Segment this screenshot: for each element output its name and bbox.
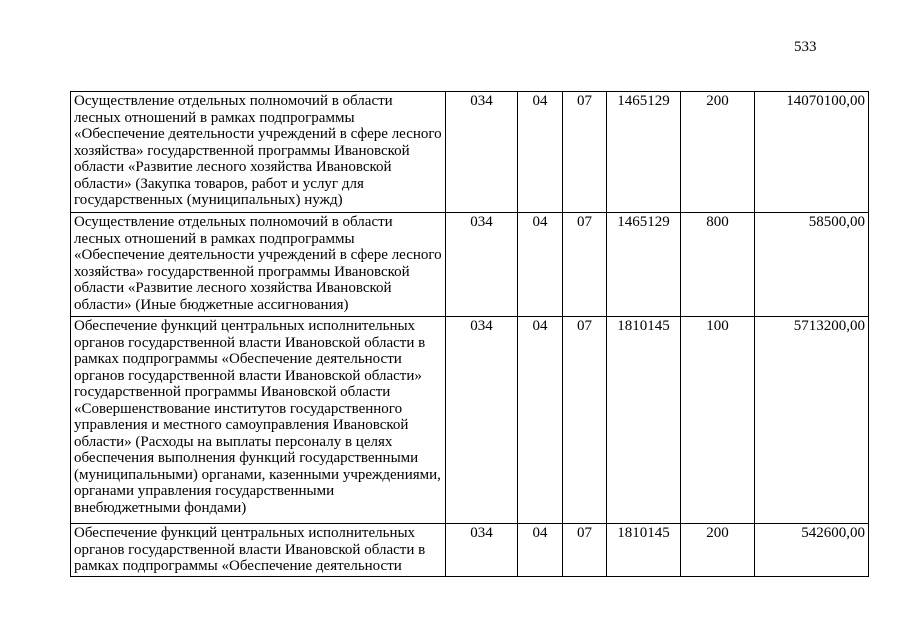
target-article-cell: 1810145 (607, 524, 681, 577)
expense-type-cell: 200 (681, 524, 755, 577)
table-row (71, 213, 869, 317)
section-cell: 04 (518, 92, 563, 213)
target-article-cell: 1465129 (607, 92, 681, 213)
row-description: Осуществление отдельных полномочий в области лесных отношений в рамках подпрограммы «Обеспечение деятельности учреждений в сфере лесного хозяйства» государственной программы Ивановской области «Развитие лесного хозяйства Ивановской области» (Иные бюджетные ассигнования) (71, 213, 446, 317)
admin-code-cell: 034 (446, 213, 518, 317)
subsection-cell: 07 (563, 524, 607, 577)
section-cell: 04 (518, 213, 563, 317)
admin-code-cell: 034 (446, 524, 518, 577)
row-description: Обеспечение функций центральных исполнительных органов государственной власти Ивановской области в рамках подпрограммы «Обеспечение деятельности органов государственной власти Ивановской области» государственной программы Ивановской области «Совершенствование институтов государственного управления и местного самоуправления Ивановской области» (Расходы на выплаты персоналу в целях обеспечения выполнения функций государственными (муниципальными) органами, казенными учреждениями, органами управления государственными внебюджетными фондами) (71, 317, 446, 524)
target-article-cell: 1465129 (607, 213, 681, 317)
row-description: Обеспечение функций центральных исполнительных органов государственной власти Ивановской области в рамках подпрограммы «Обеспечение деятельности (71, 524, 446, 577)
section-cell: 04 (518, 524, 563, 577)
amount-cell: 14070100,00 (755, 92, 869, 213)
expense-type-cell: 100 (681, 317, 755, 524)
expense-type-cell: 200 (681, 92, 755, 213)
table-row (71, 524, 869, 577)
amount-cell: 58500,00 (755, 213, 869, 317)
table-row (71, 317, 869, 524)
subsection-cell: 07 (563, 213, 607, 317)
subsection-cell: 07 (563, 92, 607, 213)
page-number: 533 (794, 39, 817, 55)
admin-code-cell: 034 (446, 317, 518, 524)
amount-cell: 5713200,00 (755, 317, 869, 524)
amount-cell: 542600,00 (755, 524, 869, 577)
table-row (71, 92, 869, 213)
expense-type-cell: 800 (681, 213, 755, 317)
admin-code-cell: 034 (446, 92, 518, 213)
row-description: Осуществление отдельных полномочий в области лесных отношений в рамках подпрограммы «Обеспечение деятельности учреждений в сфере лесного хозяйства» государственной программы Ивановской области «Развитие лесного хозяйства Ивановской области» (Закупка товаров, работ и услуг для государственных (муниципальных) нужд) (71, 92, 446, 213)
subsection-cell: 07 (563, 317, 607, 524)
target-article-cell: 1810145 (607, 317, 681, 524)
section-cell: 04 (518, 317, 563, 524)
budget-table (70, 91, 869, 577)
